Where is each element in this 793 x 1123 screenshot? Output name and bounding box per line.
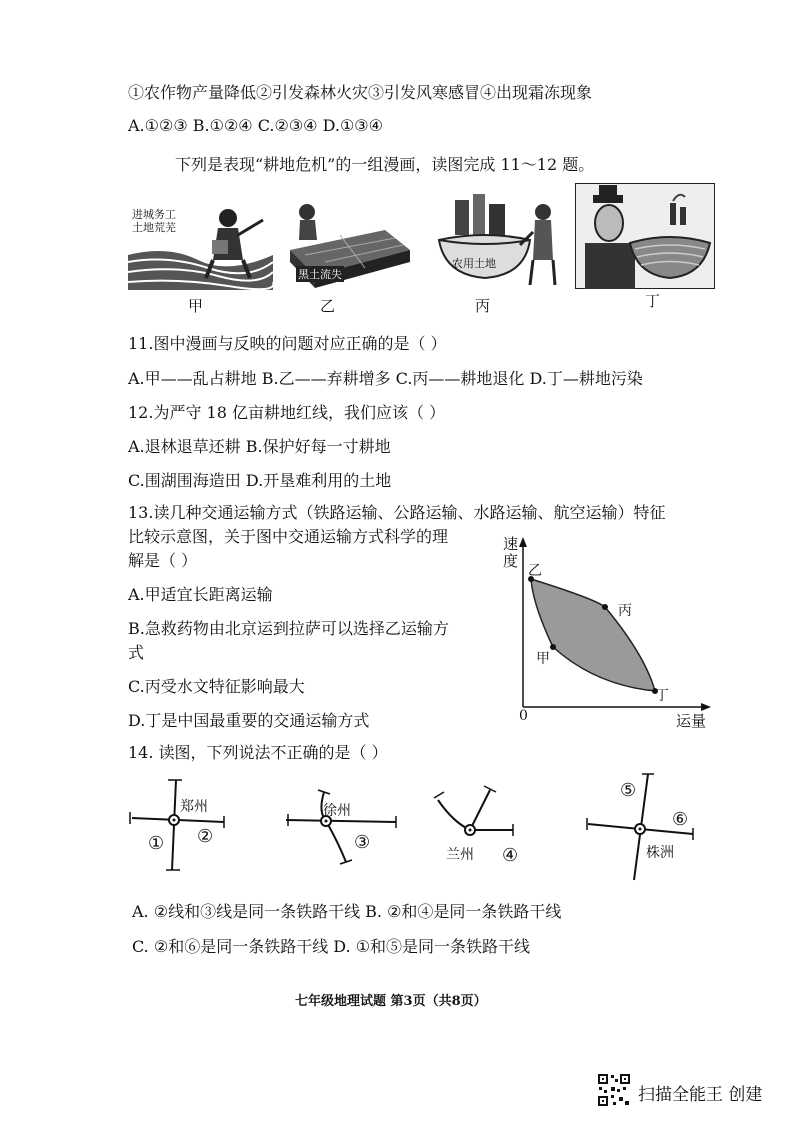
city-lanzhou: 兰州: [446, 847, 474, 863]
page-footer: 七年级地理试题 第3页（共8页）: [295, 994, 487, 1009]
q12-stem: 12.为严守 18 亿亩耕地红线，我们应该（ ）: [128, 403, 446, 422]
transport-region: [531, 579, 655, 691]
chart-x-label: 运量: [676, 712, 707, 730]
cartoon-bing-text: 农用土地: [452, 257, 496, 270]
mark-6: ⑥: [672, 809, 689, 830]
chart-point-jia-label: 甲: [536, 651, 550, 667]
chart-origin: 0: [519, 708, 528, 724]
q14-options-cd: C. ②和⑥是同一条铁路干线 D. ①和⑤是同一条铁路干线: [132, 937, 531, 956]
chart-y-label: 速度: [503, 535, 519, 570]
q10-choices-line: ①农作物产量降低②引发森林火灾③引发风寒感冒④出现霜冻现象: [128, 83, 593, 102]
qr-code-icon: [597, 1073, 631, 1107]
q13-option-b1: B.急救药物由北京运到拉萨可以选择乙运输方: [128, 619, 449, 638]
cartoon-label-bing: 丙: [475, 297, 491, 315]
railway-junctions: [128, 772, 728, 882]
q11-stem: 11.图中漫画与反映的问题对应正确的是（ ）: [128, 334, 447, 353]
chart-point-ding-label: 丁: [655, 688, 669, 704]
q12-options-ab: A.退林退草还耕 B.保护好每一寸耕地: [128, 437, 391, 456]
mark-2: ②: [197, 826, 214, 847]
junction-zhengzhou: [130, 780, 224, 870]
cartoon-label-ding: 丁: [645, 292, 661, 310]
cartoon-intro: 下列是表现“耕地危机”的一组漫画，读图完成 11～12 题。: [175, 155, 595, 174]
mark-5: ⑤: [620, 780, 637, 801]
q13-option-b2: 式: [128, 643, 145, 662]
q13-option-a: A.甲适宜长距离运输: [128, 585, 273, 604]
q13-stem-1: 13.读几种交通运输方式（铁路运输、公路运输、水路运输、航空运输）特征: [128, 503, 666, 522]
y-axis-arrow: [519, 537, 527, 547]
mark-4: ④: [502, 845, 519, 866]
point-bing: [602, 604, 608, 610]
cartoon-jia-text1: 进城务工: [132, 208, 176, 221]
cartoon-label-jia: 甲: [188, 297, 204, 315]
cartoon-ding: [575, 183, 715, 289]
city-xuzhou: 徐州: [323, 803, 351, 819]
point-jia: [550, 644, 556, 650]
q13-stem-2: 比较示意图，关于图中交通运输方式科学的理: [128, 527, 449, 546]
q13-stem-3: 解是（ ）: [128, 551, 198, 570]
q14-options-ab: A. ②线和③线是同一条铁路干线 B. ②和④是同一条铁路干线: [132, 902, 562, 921]
city-zhuzhou: 株洲: [646, 845, 674, 861]
junction-lanzhou: [434, 786, 513, 836]
cartoon-yi-text: 黑土流失: [298, 268, 342, 281]
city-zhengzhou: 郑州: [180, 799, 208, 815]
q11-options: A.甲——乱占耕地 B.乙——弃耕增多 C.丙——耕地退化 D.丁—耕地污染: [128, 369, 643, 388]
chart-point-bing-label: 丙: [618, 603, 632, 619]
q14-stem: 14. 读图，下列说法不正确的是（ ）: [128, 743, 388, 762]
cartoon-label-yi: 乙: [320, 297, 336, 315]
mark-3: ③: [354, 832, 371, 853]
mark-1: ①: [148, 833, 165, 854]
cartoon-jia-text2: 土地荒芜: [132, 221, 176, 234]
chart-point-yi-label: 乙: [528, 563, 542, 579]
scanner-watermark: 扫描全能王 创建: [638, 1085, 763, 1105]
q13-option-d: D.丁是中国最重要的交通运输方式: [128, 711, 370, 730]
cartoon-bing: [435, 190, 560, 290]
q10-options: A.①②③ B.①②④ C.②③④ D.①③④: [128, 116, 383, 135]
q12-options-cd: C.围湖围海造田 D.开垦难利用的土地: [128, 471, 392, 490]
q13-option-c: C.丙受水文特征影响最大: [128, 677, 305, 696]
